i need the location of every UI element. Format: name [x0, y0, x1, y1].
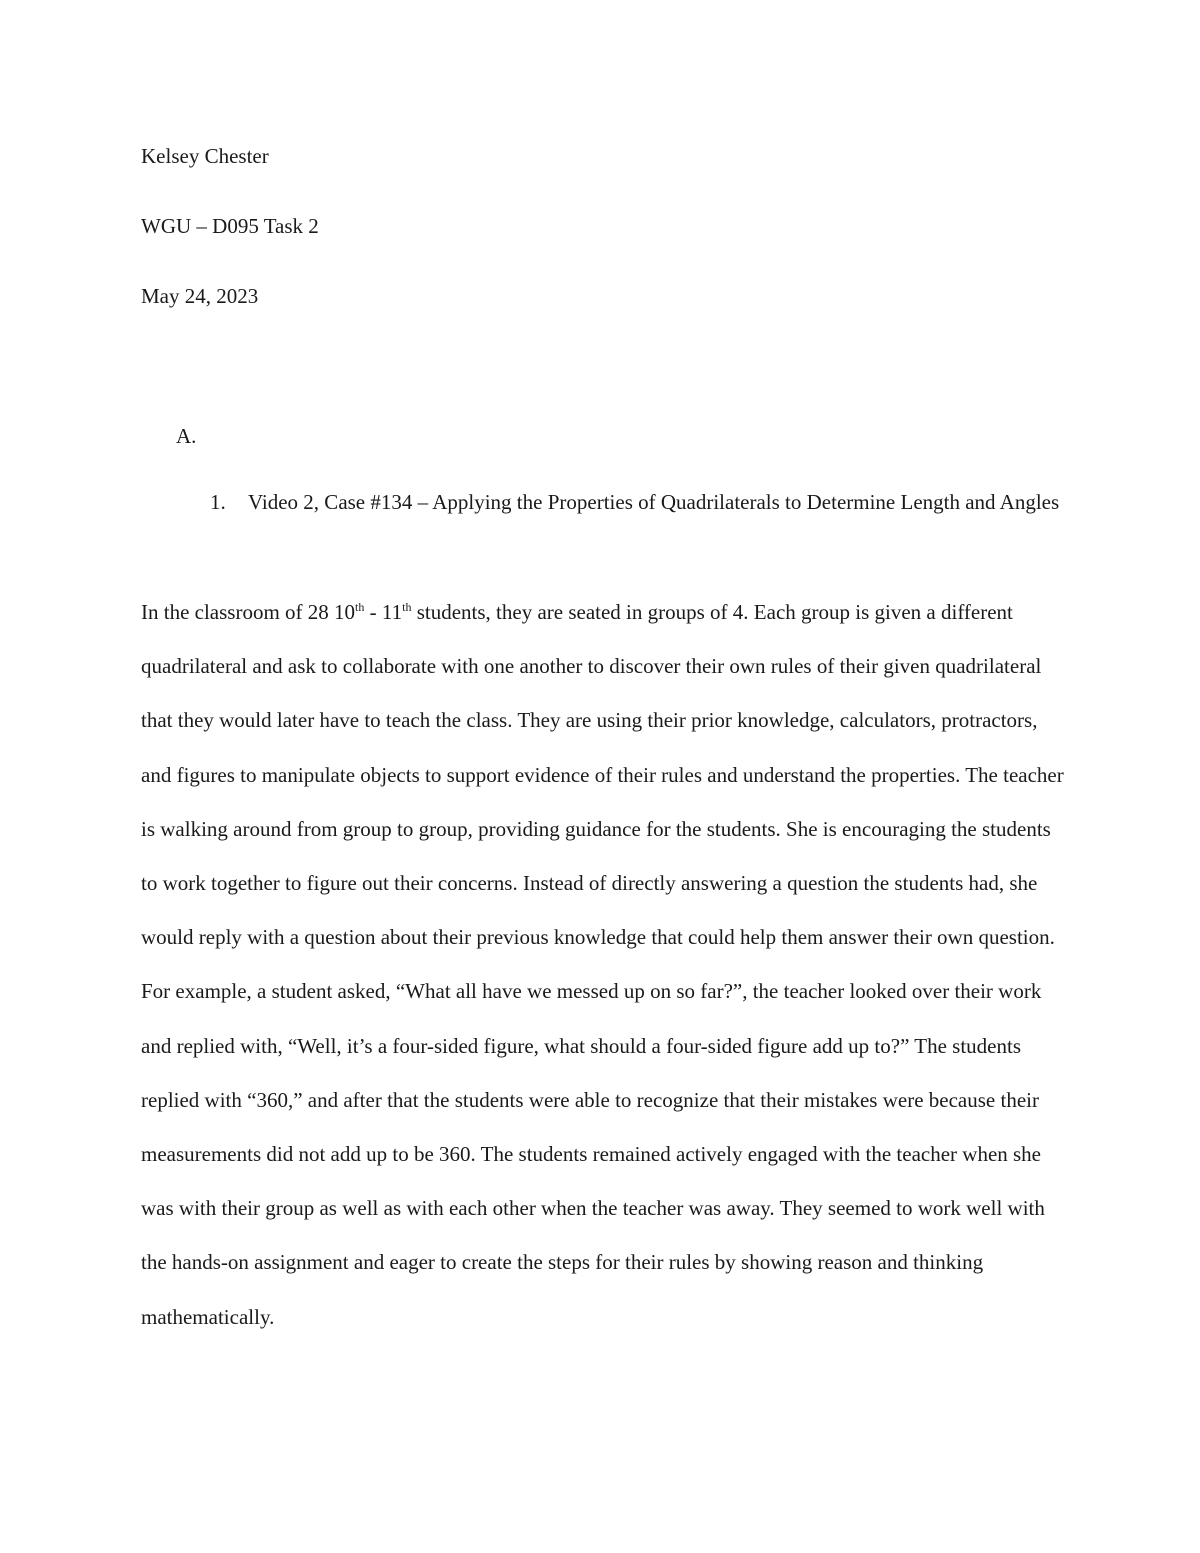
author-name: Kelsey Chester	[141, 144, 269, 168]
paragraph-text: students, they are seated in groups of 4. Each group is given a different quadrilateral and ask to collaborate with one another to discover their own rules of their given quadrilateral that they would later have to teach the class. They are using their prior knowledge, calculators, protractors, and figures to manipulate objects to support evidence of their rules and understand the properties. The teacher is walking around from group to group, providing guidance for the students. She is encouraging the students to work together to figure out their concerns. Instead of directly answering a question the students had, she would reply with a question about their previous knowledge that could help them answer their own question. For example, a student asked, “What all have we messed up on so far?”, the teacher looked over their work and replied with, “Well, it’s a four-sided figure, what should a four-sided figure add up to?” The students replied with “360,” and after that the students were able to recognize that their mistakes were because their measurements did not add up to be 360. The students remained actively engaged with the teacher when she was with their group as well as with each other when the teacher was away. They seemed to work well with the hands-on assignment and eager to create the steps for their rules by showing reason and thinking mathematically.	[141, 600, 1064, 1329]
section-heading: A.	[176, 424, 197, 448]
course-task-line: WGU – D095 Task 2	[141, 214, 319, 238]
ordinal-superscript-1: th	[355, 600, 365, 614]
body-paragraph	[141, 585, 1066, 1344]
ordinal-superscript-2: th	[402, 600, 412, 614]
list-item-title: Video 2, Case #134 – Applying the Properties of Quadrilaterals to Determine Length and Angles	[248, 490, 1060, 514]
paragraph-intro: In the classroom of 28 10	[141, 600, 356, 624]
paragraph-grade-range: - 11	[364, 600, 403, 624]
list-item-number: 1.	[210, 490, 226, 514]
document-date: May 24, 2023	[141, 284, 259, 308]
